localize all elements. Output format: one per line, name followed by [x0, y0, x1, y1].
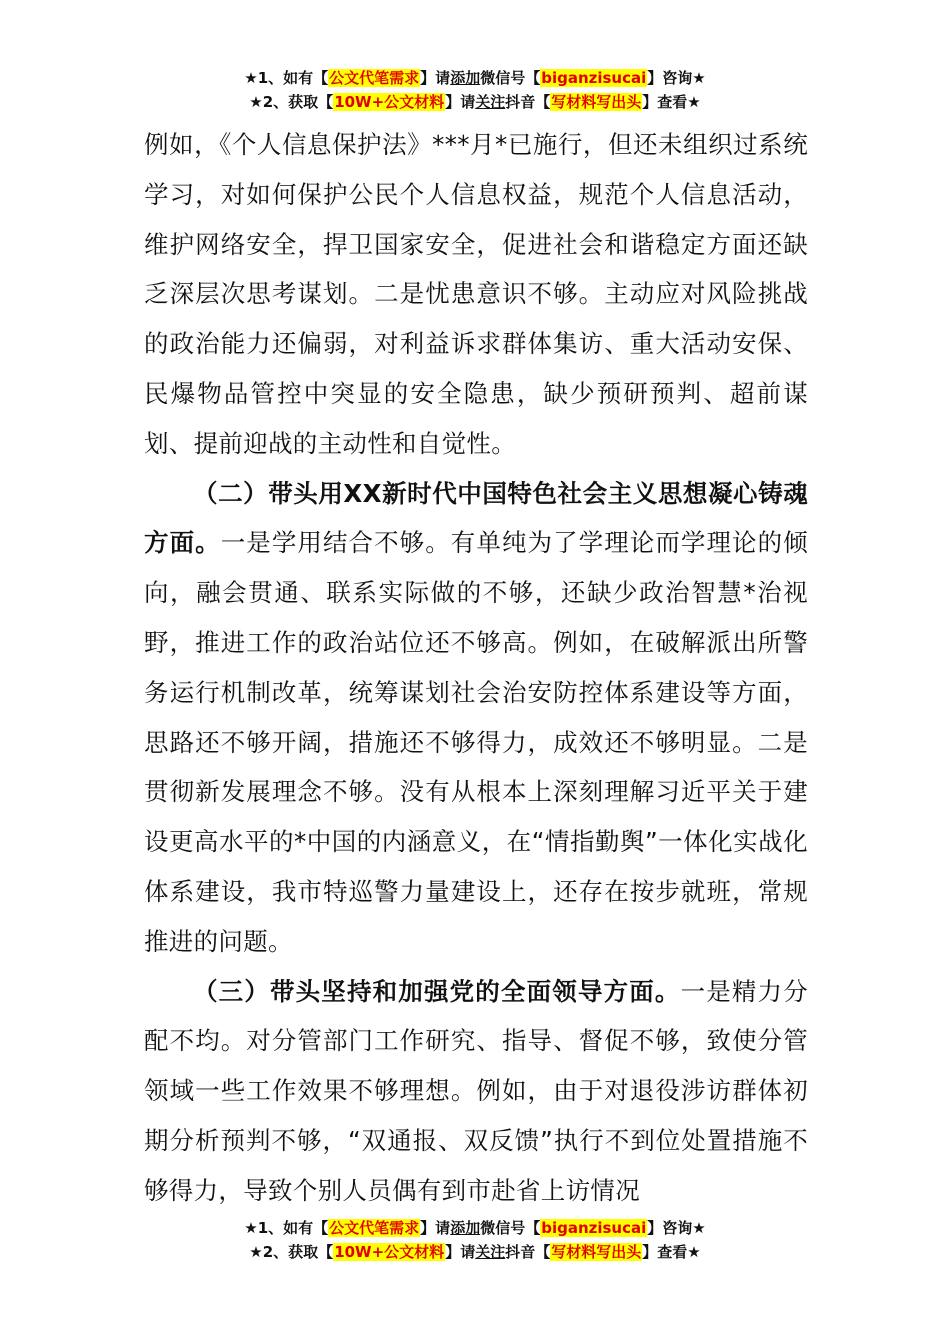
section-heading-3: （三）带头坚持和加强党的全面领导方面。 — [193, 976, 681, 1006]
paragraph-1: 例如，《个人信息保护法》***月*已施行，但还未组织过系统学习，对如何保护公民个人信息权益，规范个人信息活动，维护网络安全，捍卫国家安全，促进社会和谐稳定方面还缺乏深层次思考谋划。二是忧患意识不够。主动应对风险挑战的政治能力还偏弱，对利益诉求群体集访、重大活动安保、民爆物品管控中突显的安全隐患，缺少预研预判、超前谋划、提前迎战的主动性和自觉性。 — [144, 130, 808, 458]
header-banner — [0, 66, 950, 114]
banner-line-2: ★2、获取【10W+公文材料】请关注抖音【写材料写出头】查看★ — [249, 93, 701, 111]
paragraph-2 — [144, 469, 808, 967]
banner-line-1: ★1、如有【公文代笔需求】请添加微信号【biganzisucai】咨询★ — [244, 1219, 706, 1237]
paragraph-3-text: 一是精力分配不均。对分管部门工作研究、指导、督促不够，致使分管领域一些工作效果不够理想。例如，由于对退役涉访群体初期分析预判不够，“双通报、双反馈”执行不到位处置措施不够得力，导致个别人员偶有到市赴省上访情况 — [144, 976, 809, 1205]
highlight-wechat-id: biganzisucai — [541, 69, 647, 87]
paragraph-2-text: 一是学用结合不够。有单纯为了学理论而学理论的倾向，融会贯通、联系实际做的不够，还缺少政治智慧*治视野，推进工作的政治站位还不够高。例如，在破解派出所警务运行机制改革，统筹谋划社会治安防控体系建设等方面，思路还不够开阔，措施还不够得力，成效还不够明显。二是贯彻新发展理念不够。没有从根本上深刻理解习近平关于建设更高水平的*中国的内涵意义，在“情指勤舆”一体化实战化体系建设，我市特巡警力量建设上，还存在按步就班，常规推进的问题。 — [144, 528, 808, 956]
section-heading-2: （二）带头用XX新时代中国特色社会主义思想凝心铸魂方面。 — [144, 478, 808, 558]
highlight-service: 公文代笔需求 — [329, 69, 420, 87]
highlight-service: 公文代笔需求 — [329, 1219, 420, 1237]
footer-banner — [0, 1216, 950, 1264]
highlight-materials: 10W+公文材料 — [334, 1243, 445, 1261]
document-body — [144, 120, 808, 1216]
highlight-douyin-account: 写材料写出头 — [551, 93, 642, 111]
banner-line-1: ★1、如有【公文代笔需求】请添加微信号【biganzisucai】咨询★ — [244, 69, 706, 87]
paragraph-3 — [144, 967, 808, 1216]
highlight-douyin-account: 写材料写出头 — [551, 1243, 642, 1261]
banner-line-2: ★2、获取【10W+公文材料】请关注抖音【写材料写出头】查看★ — [249, 1243, 701, 1261]
highlight-wechat-id: biganzisucai — [541, 1219, 647, 1237]
highlight-materials: 10W+公文材料 — [334, 93, 445, 111]
